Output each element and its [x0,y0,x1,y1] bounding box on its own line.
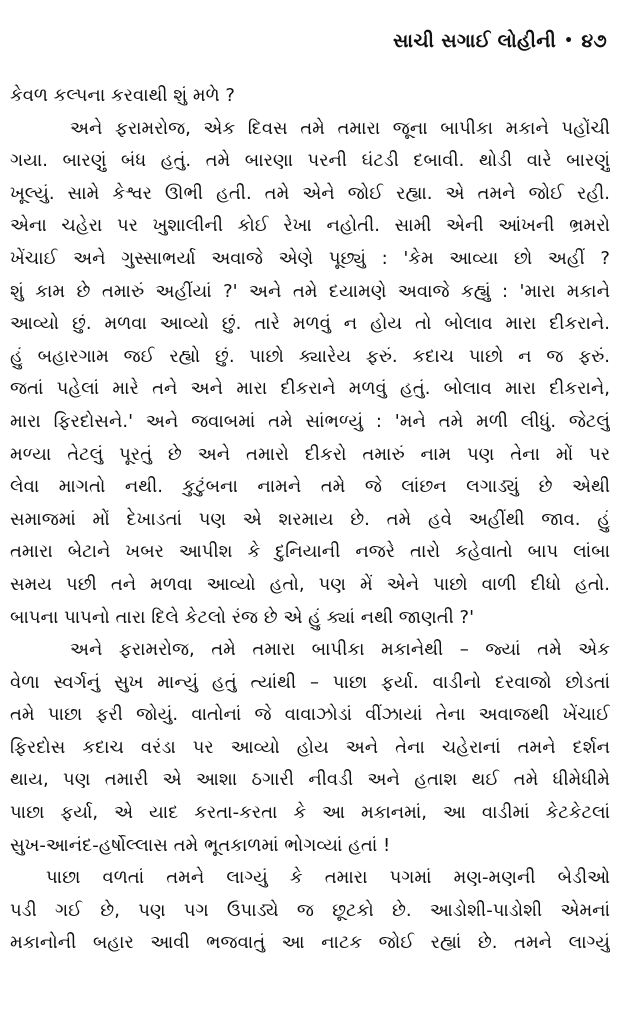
header-bullet: • [564,33,574,49]
text-line: બાપના પાપનો તારા દિલે કેટલો રંજ છે એ હું ક્યાં નથી જાણતી ?' [10,606,475,628]
text-line: થાય, પણ તમારી એ આશા ઠગારી નીવડી અને હતાશ થઈ તમે ધીમેધીમે [10,769,610,791]
text-line: વેળા સ્વર્ગનું સુખ માન્યું હતું ત્યાંથી – પાછા ફર્યા. વાડીનો દરવાજો છોડતાં [10,671,610,693]
text-line: આવ્યો છું. મળવા આવ્યો છું. તારે મળવું ન હોય તો બોલાવ મારા દીકરાને. [10,313,610,335]
running-header [393,30,607,52]
text-line: સમાજમાં મોં દેખાડતાં પણ એ શરમાય છે. તમે હવે અહીંથી જાવ. હું [10,508,610,530]
text-line: હું બહારગામ જઈ રહ્યો છું. પાછો ક્યારેય ફરું. કદાચ પાછો ન જ ફરું. [10,345,610,367]
text-line: તમે પાછા ફરી જોયું. વાતોનાં જે વાવાઝોડાં વીંઝાયાં તેના અવાજથી ખેંચાઈ [10,704,610,726]
text-line: તમારા બેટાને ખબર આપીશ કે દુનિયાની નજરે તારો કહેવાતો બાપ લાંબા [10,541,610,563]
text-line: ફિરદોસ કદાચ વરંડા પર આવ્યો હોય અને તેના ચહેરાનાં તમને દર્શન [10,736,610,758]
text-line: સમય પછી તને મળવા આવ્યો હતો, પણ મેં એને પાછો વાળી દીધો હતો. [10,573,610,595]
text-line: મારા ફિરદોસને.' અને જવાબમાં તમે સાંભળ્યું : 'મને તમે મળી લીધું. જેટલું [10,410,610,432]
text-line: પડી ગઈ છે, પણ પગ ઉપાડ્યે જ છૂટકો છે. આડોશી-પાડોશી એમનાં [10,899,610,921]
text-line: જતાં પહેલાં મારે તને અને મારા દીકરાને મળવું હતું. બોલાવ મારા દીકરાને, [10,378,610,400]
text-line: અને ફરામરોજ, એક દિવસ તમે તમારા જૂના બાપીકા મકાને પહોંચી [70,117,610,139]
text-line: અને ફરામરોજ, તમે તમારા બાપીકા મકાનેથી – જ્યાં તમે એક [70,639,610,661]
text-line: ખૂલ્યું. સામે કેશ્વર ઊભી હતી. તમે એને જોઈ રહ્યા. એ તમને જોઈ રહી. [10,182,610,204]
text-line: પાછા ફર્યા, એ યાદ કરતા-કરતા કે આ મકાનમાં, આ વાડીમાં કેટકેટલાં [10,802,610,824]
text-line: મકાનોની બહાર આવી ભજવાતું આ નાટક જોઈ રહ્યાં છે. તમને લાગ્યું [10,932,610,954]
text-line: એના ચહેરા પર ખુશાલીની કોઈ રેખા નહોતી. સામી એની આંખની ભ્રમરો [10,215,610,237]
book-title: સાચી સગાઈ લોહીની [393,30,557,52]
text-line: લેવા માગતો નથી. કુટુંબના નામને તમે જે લાંછન લગાડ્યું છે એથી [10,476,610,498]
text-line: ગયા. બારણું બંધ હતું. તમે બારણા પરની ઘંટડી દબાવી. થોડી વારે બારણું [10,150,610,172]
text-line: કેવળ કલ્પના કરવાથી શું મળે ? [10,85,235,106]
page-number: ૪૭ [581,30,607,52]
text-line: શું કામ છે તમારું અહીંયાં ?' અને તમે દયામણે અવાજે કહ્યું : 'મારા મકાને [10,280,610,302]
text-line: પાછા વળતાં તમને લાગ્યું કે તમારા પગમાં મણ-મણની બેડીઓ [46,867,610,889]
text-line: મળ્યા તેટલું પૂરતું છે અને તમારો દીકરો તમારું નામ પણ તેના મોં પર [10,443,610,465]
text-line: ખેંચાઈ અને ગુસ્સાભર્યા અવાજે એણે પૂછ્યું : 'કેમ આવ્યા છો અહીં ? [10,247,610,269]
body-text [10,80,610,960]
text-line: સુખ-આનંદ-હર્ષોલ્લાસ તમે ભૂતકાળમાં ભોગવ્યાં હતાં ! [10,834,391,856]
